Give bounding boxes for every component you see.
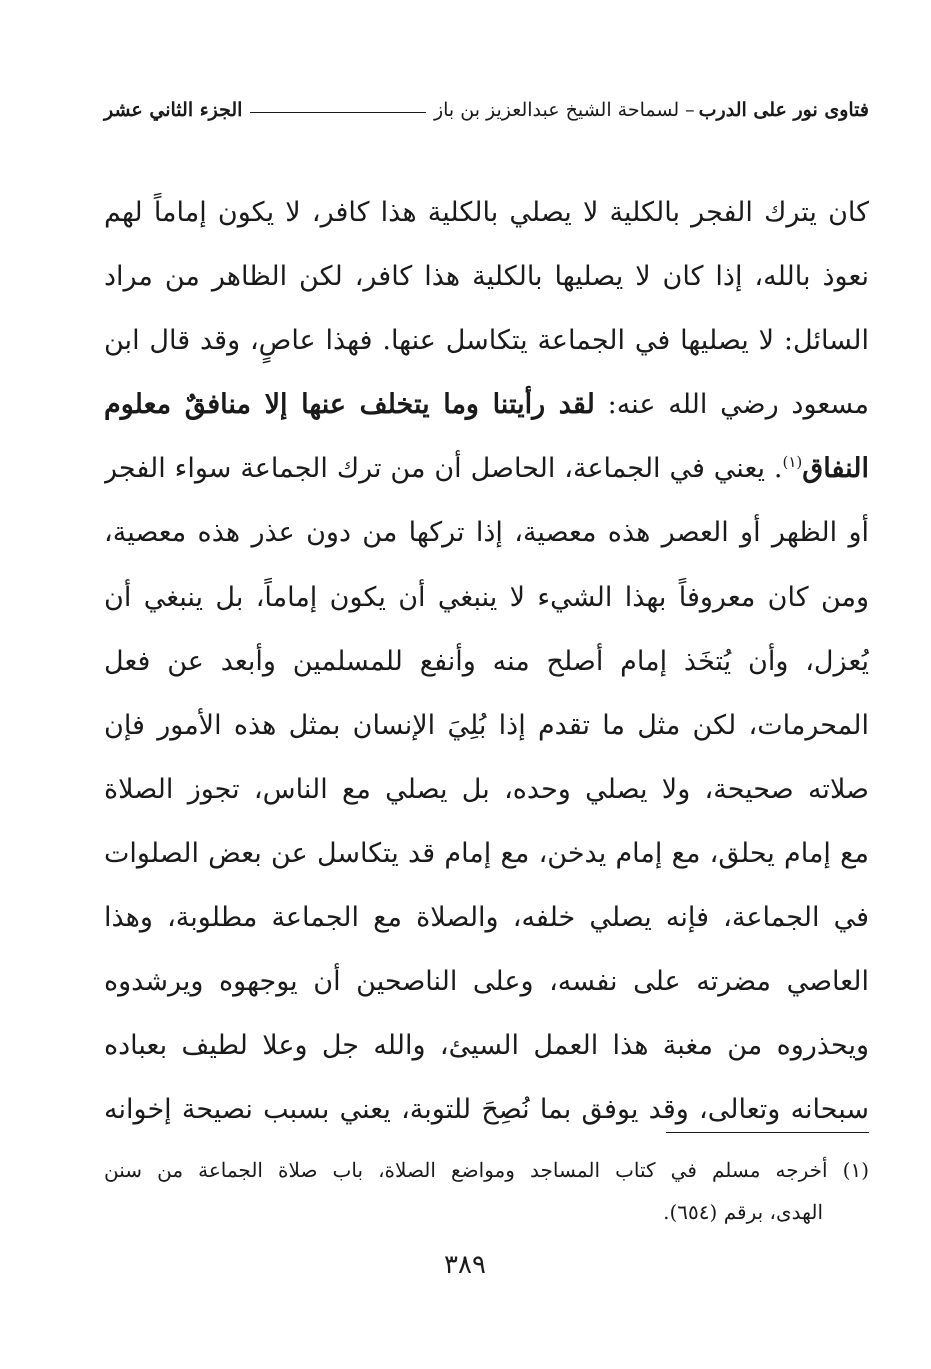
footnote-marker[interactable]: (١)	[782, 453, 803, 472]
text-line: ومن كان معروفاً بهذا الشيء لا ينبغي أن يكون إماماً، بل ينبغي أن	[104, 581, 869, 613]
line-rest: . يعني في الجماعة، الحاصل أن من ترك الجماعة سواء الفجر	[104, 453, 783, 485]
text-line: نعوذ بالله، إذا كان لا يصليها بالكلية هذا كافر، لكن الظاهر من مراد	[104, 261, 869, 293]
footnote-separator	[666, 1132, 869, 1133]
part-label: الجزء الثاني عشر	[104, 99, 243, 121]
text-line: سبحانه وتعالى، وقد يوفق بما نُصِحَ للتوبة، يعني بسبب نصيحة إخوانه	[104, 1094, 869, 1126]
text-line: في الجماعة، فإنه يصلي خلفه، والصلاة مع الجماعة مطلوبة، وهذا	[104, 902, 869, 934]
text-line: صلاته صحيحة، ولا يصلي وحده، بل يصلي مع الناس، تجوز الصلاة	[104, 773, 869, 805]
header-rule	[250, 112, 425, 113]
running-header	[104, 92, 869, 128]
text-line: السائل: لا يصليها في الجماعة يتكاسل عنها. فهذا عاصٍ، وقد قال ابن	[104, 325, 869, 357]
footnotes	[104, 1150, 869, 1234]
author-name: – لسماحة الشيخ عبدالعزيز بن باز	[433, 99, 695, 121]
hadith-quote: لقد رأيتنا وما يتخلف عنها إلا منافقٌ معلوم	[104, 389, 595, 421]
main-text	[104, 186, 869, 1147]
text-line: يُعزل، وأن يُتخَذ إمام أصلح منه وأنفع للمسلمين وأبعد عن فعل	[104, 645, 869, 677]
book-title: فتاوى نور على الدرب	[698, 99, 869, 121]
footnote-line: (١) أخرجه مسلم في كتاب المساجد ومواضع الصلاة، باب صلاة الجماعة من سنن	[104, 1158, 869, 1182]
footnote-line: الهدى، برقم (٦٥٤).	[663, 1200, 823, 1224]
text-line: أو الظهر أو العصر هذه معصية، إذا تركها من دون عذر هذه معصية،	[104, 517, 869, 549]
text-line: مع إمام يحلق، مع إمام يدخن، مع إمام قد يتكاسل عن بعض الصلوات	[104, 837, 869, 869]
text-line: ويحذروه من مغبة هذا العمل السيئ، والله جل وعلا لطيف بعباده	[104, 1030, 869, 1062]
hadith-quote-end: النفاق	[802, 453, 869, 485]
text-line: المحرمات، لكن مثل ما تقدم إذا بُلِيَ الإنسان بمثل هذه الأمور فإن	[104, 709, 869, 741]
line-prefix: مسعود رضي الله عنه:	[594, 389, 869, 421]
page-number: ٣٨٩	[444, 1250, 486, 1280]
text-line: العاصي مضرته على نفسه، وعلى الناصحين أن يوجهوه ويرشدوه	[104, 966, 869, 998]
text-line: كان يترك الفجر بالكلية لا يصلي بالكلية هذا كافر، لا يكون إماماً لهم	[104, 197, 869, 228]
text-line	[104, 378, 869, 442]
text-line	[104, 442, 869, 506]
